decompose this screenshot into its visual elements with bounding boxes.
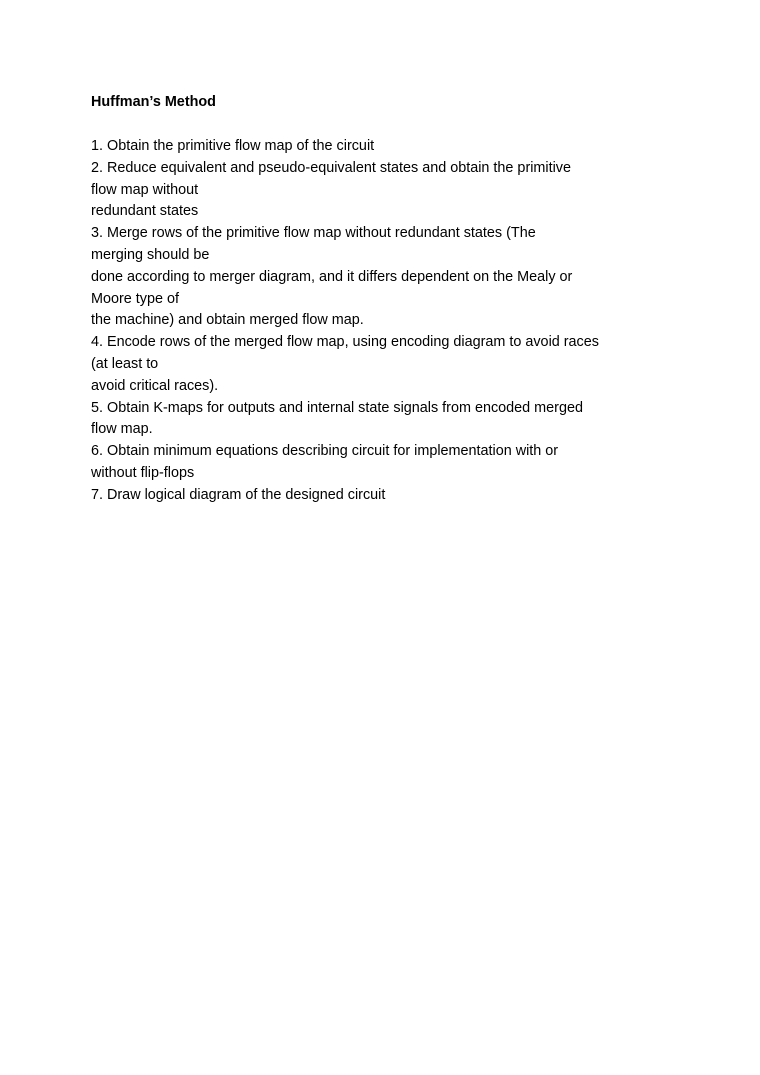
text-line: 7. Draw logical diagram of the designed circuit (91, 486, 386, 503)
text-line: the machine) and obtain merged flow map. (91, 312, 364, 329)
text-line: 3. Merge rows of the primitive flow map without redundant states (The (91, 225, 536, 242)
text-line: flow map. (91, 421, 153, 438)
text-line: redundant states (91, 203, 199, 220)
text-line: avoid critical races). (91, 377, 219, 394)
text-line: 5. Obtain K-maps for outputs and internal state signals from encoded merged (91, 399, 583, 416)
text-line: 6. Obtain minimum equations describing circuit for implementation with or (91, 443, 559, 460)
text-line: merging should be (91, 246, 210, 263)
text-line: 2. Reduce equivalent and pseudo-equivalent states and obtain the primitive (91, 159, 572, 176)
document-content (91, 92, 691, 507)
text-line: 4. Encode rows of the merged flow map, using encoding diagram to avoid races (91, 334, 599, 351)
text-line: flow map without (91, 181, 199, 198)
text-line: Moore type of (91, 290, 179, 307)
text-line: 1. Obtain the primitive flow map of the circuit (91, 138, 375, 154)
steps-list (91, 136, 691, 507)
text-line: (at least to (91, 355, 159, 372)
text-line: done according to merger diagram, and it differs dependent on the Mealy or (91, 268, 573, 285)
document-title: Huffman’s Method (91, 94, 216, 110)
text-line: without flip-flops (91, 464, 195, 481)
